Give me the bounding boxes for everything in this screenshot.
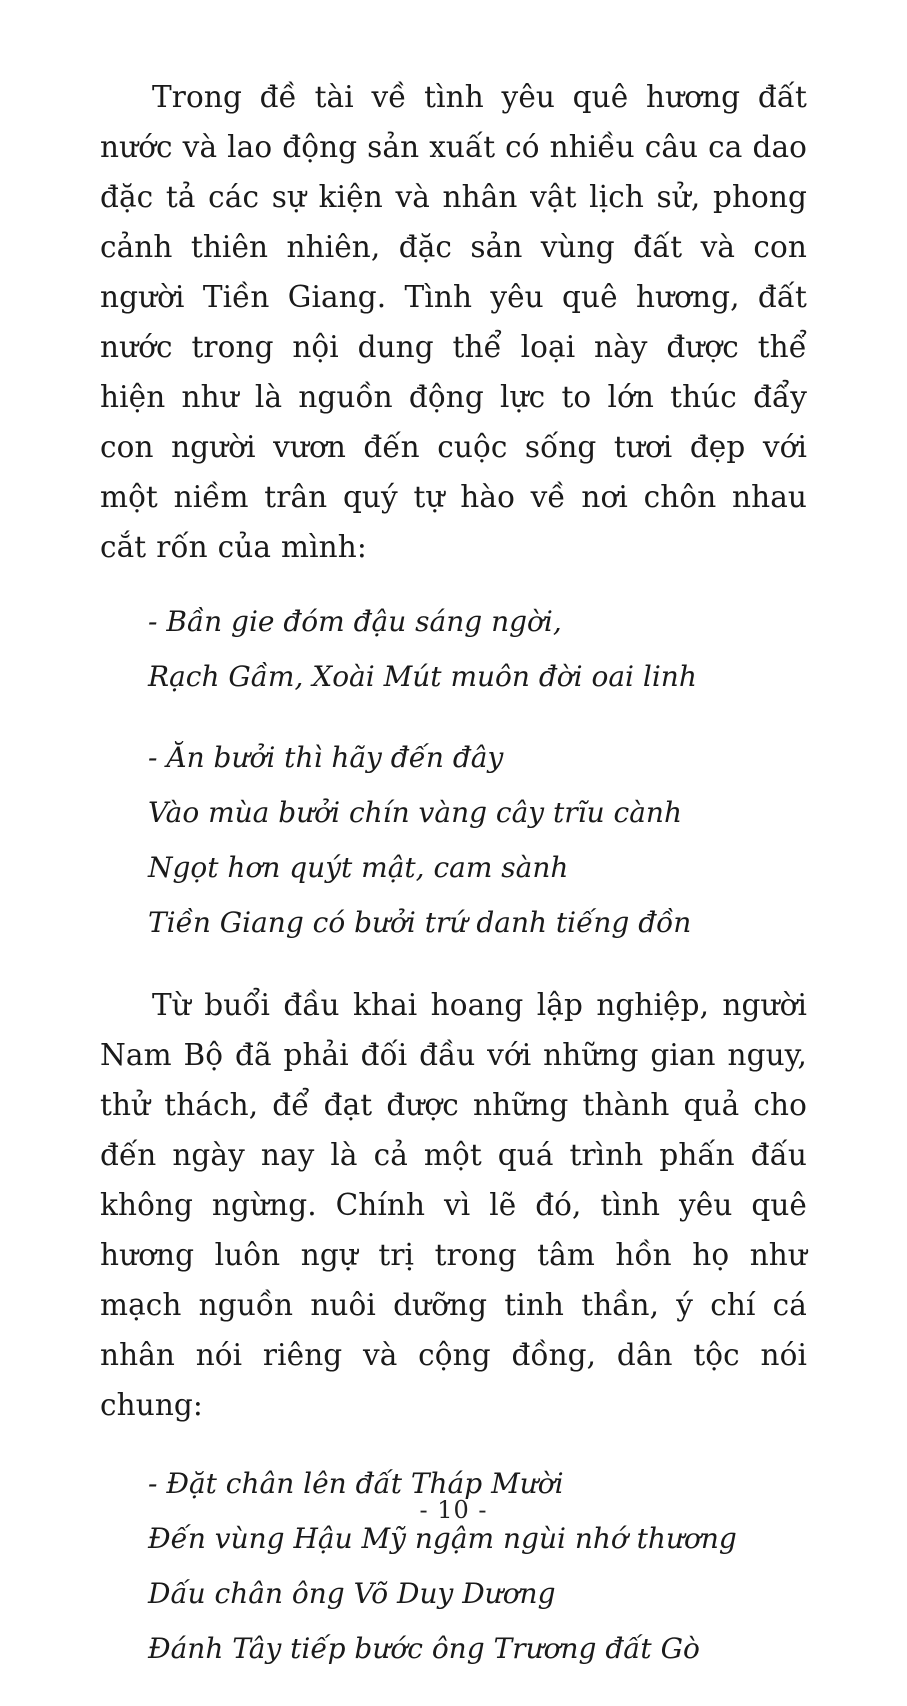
verse-line: Ngọt hơn quýt mật, cam sành — [148, 851, 569, 884]
verse-line: Vào mùa bưởi chín vàng cây trĩu cành — [148, 796, 682, 829]
verse-line: Rạch Gầm, Xoài Mút muôn đời oai linh — [148, 660, 697, 693]
verse-line: - Đặt chân lên đất Tháp Mười — [148, 1467, 564, 1500]
verse-line: Dấu chân ông Võ Duy Dương — [148, 1577, 556, 1610]
paragraph-2: Từ buổi đầu khai hoang lập nghiệp, người Nam Bộ đã phải đối đầu với những gian nguy, thử thách, để đạt được những thành quả cho đến ngày nay là cả một quá trình phấn đấu không ngừng. Chính vì lẽ đó, tình yêu quê hương luôn ngự trị trong tâm hồn họ như mạch nguồn nuôi dưỡng tinh thần, ý chí cá nhân nói riêng và cộng đồng, dân tộc nói chung: — [100, 988, 807, 1422]
verse-group-2 — [100, 730, 807, 950]
verse-line: - Bần gie đóm đậu sáng ngời, — [148, 605, 562, 638]
verse-line: Tiền Giang có bưởi trứ danh tiếng đồn — [148, 906, 692, 939]
verse-group-3 — [100, 1456, 807, 1676]
verse-line: Đánh Tây tiếp bước ông Trương đất Gò — [148, 1632, 700, 1665]
verse-line: - Ăn bưởi thì hãy đến đây — [148, 741, 504, 774]
paragraph-1: Trong đề tài về tình yêu quê hương đất nước và lao động sản xuất có nhiều câu ca dao đặc tả các sự kiện và nhân vật lịch sử, phong cảnh thiên nhiên, đặc sản vùng đất và con người Tiền Giang. Tình yêu quê hương, đất nước trong nội dung thể loại này được thể hiện như là nguồn động lực to lớn thúc đẩy con người vươn đến cuộc sống tươi đẹp với một niềm trân quý tự hào về nơi chôn nhau cắt rốn của mình: — [100, 80, 807, 564]
page-content — [100, 72, 807, 1706]
verse-group-1 — [100, 594, 807, 704]
verse-line: Đến vùng Hậu Mỹ ngậm ngùi nhớ thương — [148, 1522, 737, 1555]
page-number: - 10 - — [419, 1496, 488, 1524]
